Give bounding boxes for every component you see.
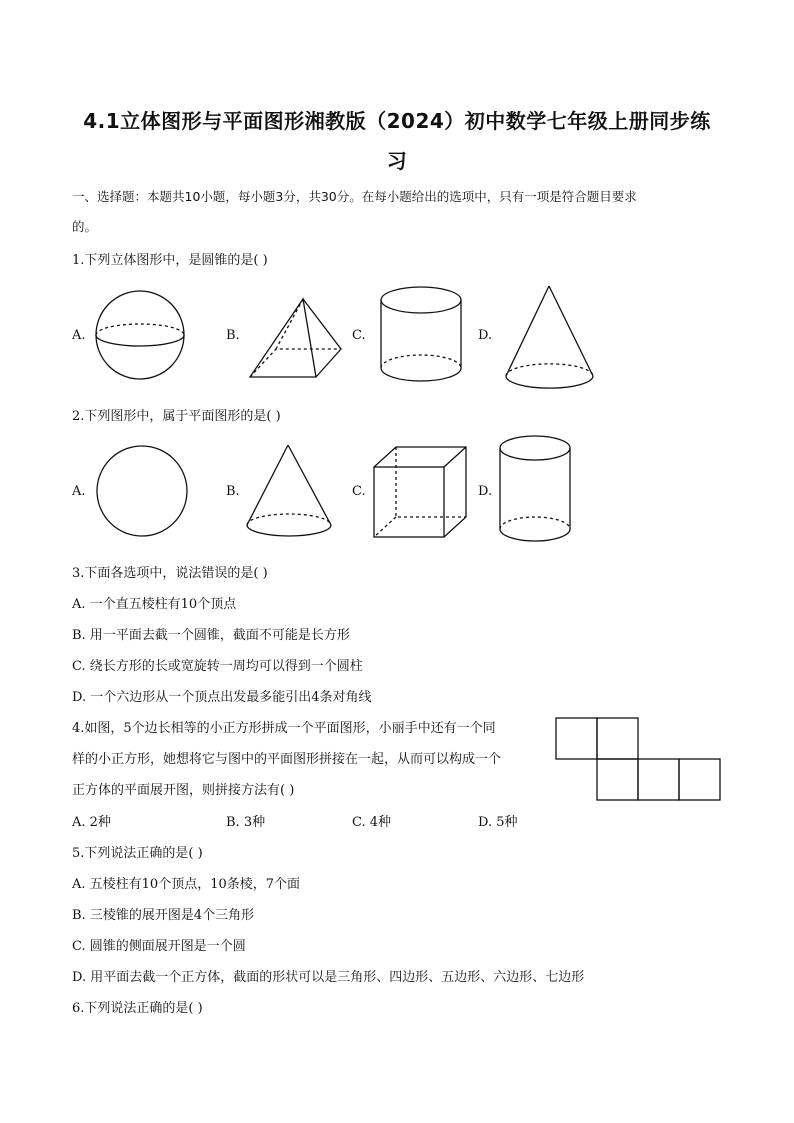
q2-option-d-label: D. xyxy=(478,484,493,499)
q4-option-c: C. 4种 xyxy=(352,815,392,830)
pyramid-icon xyxy=(248,297,348,382)
section-instructions: 一、选择题：本题共10小题，每小题3分，共30分。在每小题给出的选项中，只有一项是符合题目要求 xyxy=(72,189,637,204)
q5-option-c: C. 圆锥的侧面展开图是一个圆 xyxy=(72,939,246,954)
question-4-stem-line2: 样的小正方形，她想将它与图中的平面图形拼接在一起，从而可以构成一个 xyxy=(72,752,502,767)
cone-icon xyxy=(245,443,335,543)
question-4-stem-line3: 正方体的平面展开图，则拼接方法有( ) xyxy=(72,783,295,798)
page-title: 4.1立体图形与平面图形湘教版（2024）初中数学七年级上册同步练 xyxy=(83,109,711,133)
cone-icon xyxy=(503,284,599,394)
q2-option-b-label: B. xyxy=(226,484,240,499)
q5-option-a: A. 五棱柱有10个顶点，10条棱，7个面 xyxy=(72,877,301,892)
q2-option-a-label: A. xyxy=(72,484,86,499)
q4-option-a: A. 2种 xyxy=(72,815,111,830)
q1-option-a-label: A. xyxy=(72,328,86,343)
question-2-stem: 2.下列图形中，属于平面图形的是( ) xyxy=(72,409,281,424)
q3-option-b: B. 用一平面去截一个圆锥，截面不可能是长方形 xyxy=(72,628,350,643)
cube-icon xyxy=(372,445,468,540)
q1-option-b-label: B. xyxy=(226,328,240,343)
section-instructions-continued: 的。 xyxy=(72,219,98,234)
sphere-icon xyxy=(90,290,190,380)
q4-option-b: B. 3种 xyxy=(226,815,266,830)
question-1-stem: 1.下列立体图形中，是圆锥的是( ) xyxy=(72,253,268,268)
q1-option-c-label: C. xyxy=(352,328,366,343)
question-6-stem: 6.下列说法正确的是( ) xyxy=(72,1001,203,1016)
page-title-continued: 习 xyxy=(386,149,408,173)
q5-option-d: D. 用平面去截一个正方体，截面的形状可以是三角形、四边形、五边形、六边形、七边形 xyxy=(72,970,585,985)
q3-option-a: A. 一个直五棱柱有10个顶点 xyxy=(72,597,237,612)
question-3-stem: 3.下面各选项中，说法错误的是( ) xyxy=(72,566,268,581)
circle-icon xyxy=(96,445,190,539)
q4-option-d: D. 5种 xyxy=(478,815,518,830)
cylinder-icon xyxy=(498,434,574,544)
question-5-stem: 5.下列说法正确的是( ) xyxy=(72,846,203,861)
cylinder-icon xyxy=(378,285,466,385)
q3-option-c: C. 绕长方形的长或宽旋转一周均可以得到一个圆柱 xyxy=(72,659,363,674)
q2-option-c-label: C. xyxy=(352,484,366,499)
q1-option-d-label: D. xyxy=(478,328,493,343)
net-of-squares-diagram xyxy=(555,717,721,803)
question-4-stem: 4.如图，5个边长相等的小正方形拼成一个平面图形，小丽手中还有一个同 xyxy=(72,721,496,736)
q3-option-d: D. 一个六边形从一个顶点出发最多能引出4条对角线 xyxy=(72,690,372,705)
q5-option-b: B. 三棱锥的展开图是4个三角形 xyxy=(72,908,255,923)
